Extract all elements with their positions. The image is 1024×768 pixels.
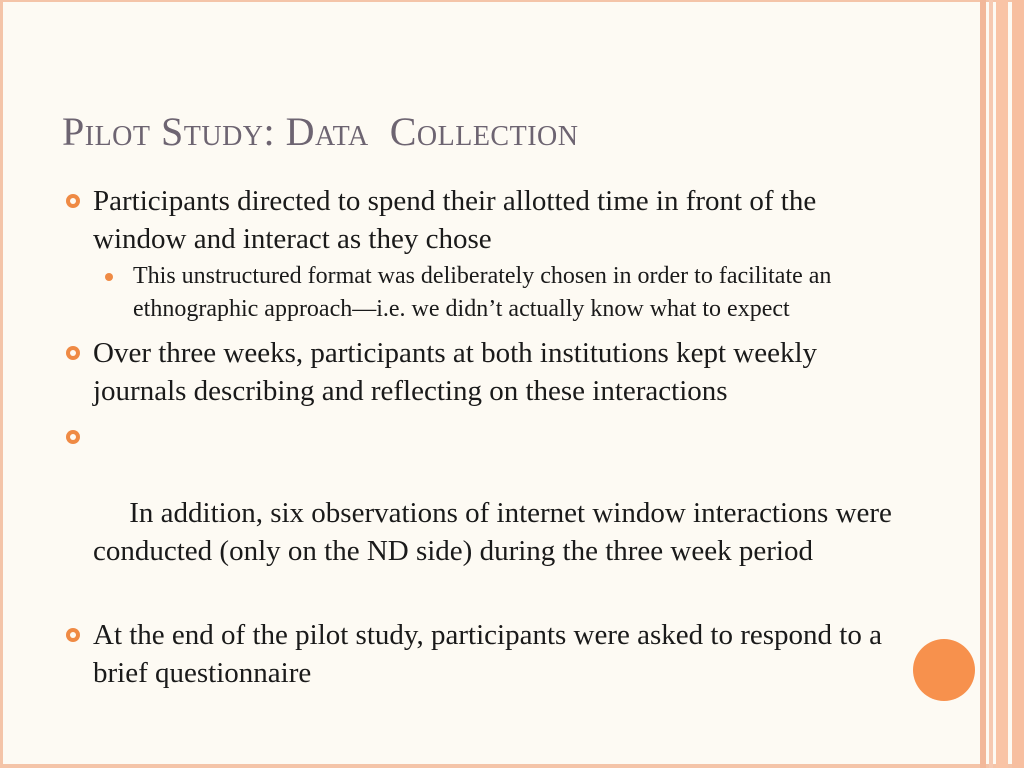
- bullet-text: Over three weeks, participants at both institutions kept weekly journals describing and reflecting on these interactions: [93, 337, 818, 407]
- bullet-item: [66, 616, 906, 692]
- dot-bullet-icon: [105, 273, 113, 281]
- sub-bullet-item: [133, 260, 906, 326]
- ring-bullet-icon: [66, 346, 80, 360]
- frame-bottom-border: [0, 764, 1024, 768]
- decor-stripe: [1012, 0, 1024, 768]
- bullet-text: At the end of the pilot study, participants were asked to respond to a brief questionnaire: [93, 619, 882, 689]
- ring-bullet-icon: [66, 628, 80, 642]
- bullet-item: [66, 334, 906, 410]
- decor-circle: [913, 639, 975, 701]
- sub-bullet-text: This unstructured format was deliberately chosen in order to facilitate an ethnographic approach—i.e. we didn’t actually know what to expect: [133, 263, 832, 322]
- decor-stripe: [989, 0, 993, 768]
- decor-stripe: [980, 0, 986, 768]
- ring-bullet-icon: [66, 194, 80, 208]
- slide-title: Pilot Study: Data Collection: [62, 109, 579, 154]
- bullet-text: In addition, six observations of internet window interactions were conducted (only on the ND side) during the three week period: [93, 497, 900, 567]
- frame-top-border: [0, 0, 1024, 2]
- slide-content: [66, 182, 906, 692]
- bullet-item: [66, 418, 906, 608]
- frame-left-border: [0, 0, 3, 768]
- ring-bullet-icon: [66, 430, 80, 444]
- decor-stripe: [996, 0, 1008, 768]
- bullet-item: [66, 182, 906, 326]
- bullet-text: Participants directed to spend their allotted time in front of the window and interact as they chose: [93, 185, 817, 255]
